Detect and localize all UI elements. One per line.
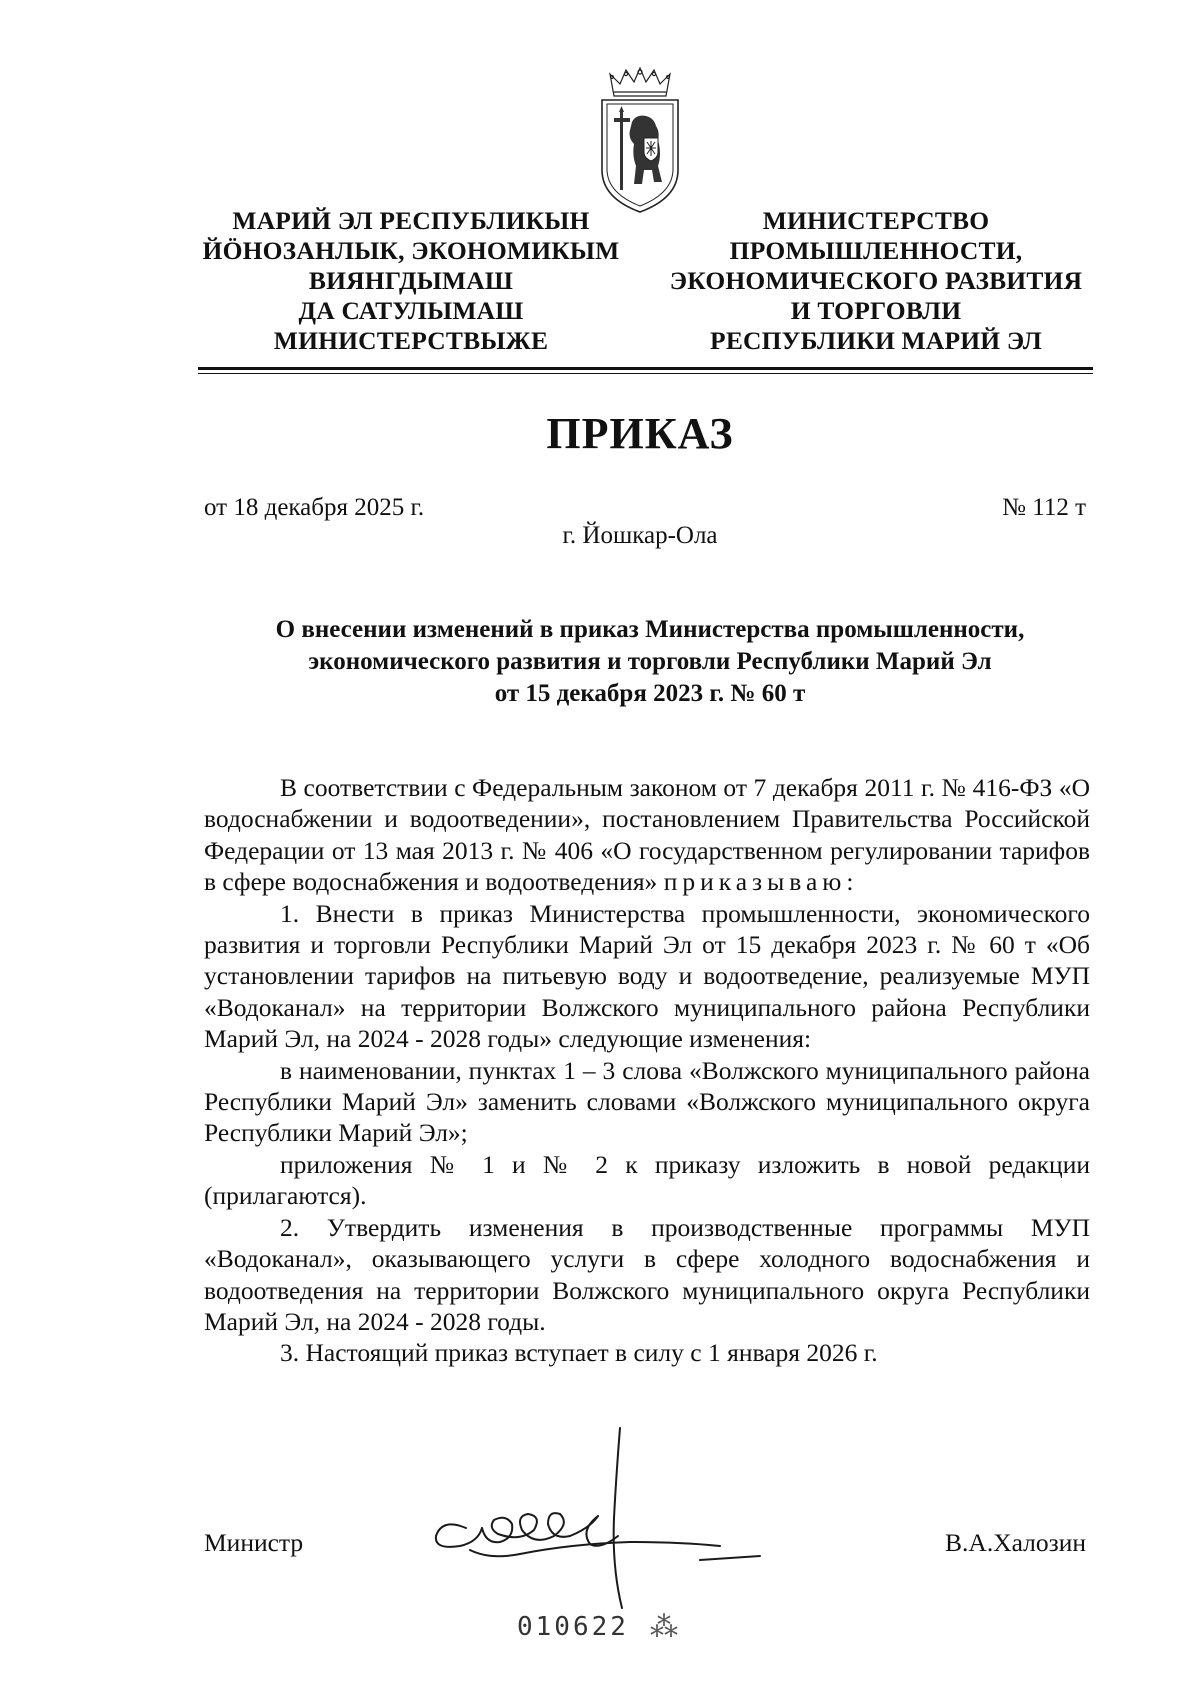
document-title-line: О внесении изменений в приказ Министерства промышленности,	[275, 616, 1025, 643]
header-divider-thin	[198, 373, 1093, 374]
handwritten-signature	[430, 1418, 790, 1628]
preamble-paragraph	[204, 772, 1090, 898]
signer-name: В.А.Халозин	[945, 1528, 1086, 1557]
order-word: приказываю:	[663, 867, 859, 897]
header-left-line: ДА САТУЛЫМАШ	[298, 296, 524, 325]
preamble-text: В соответствии с Федеральным законом от 7 декабря 2011 г. № 416-ФЗ «О водоснабжении и водоотведении», постановлением Правительства Российской Федерации от 13 мая 2013 г. № 406 «О государственном регулировании тарифов в сфере водоснабжения и водоотведения»	[204, 773, 1090, 897]
header-right-line: ПРОМЫШЛЕННОСТИ,	[729, 236, 1023, 265]
header-right-line: РЕСПУБЛИКИ МАРИЙ ЭЛ	[710, 326, 1042, 355]
document-title	[220, 614, 1080, 710]
item-3-paragraph: 3. Настоящий приказ вступает в силу с 1 января 2026 г.	[280, 1338, 878, 1368]
header-left-marij	[196, 206, 626, 356]
header-left-line: ЙÖНОЗАНЛЫК, ЭКОНОМИКЫМ	[202, 236, 620, 265]
document-title-line: экономического развития и торговли Республики Марий Эл	[308, 648, 992, 675]
document-city: г. Йошкар-Ола	[562, 522, 718, 549]
item-1b-paragraph: приложения № 1 и № 2 к приказу изложить в новой редакции (прилагаются).	[204, 1149, 1090, 1211]
header-divider-thick	[198, 367, 1093, 370]
document-date: от 18 декабря 2025 г.	[204, 494, 425, 521]
document-body	[204, 772, 1090, 1369]
header-right-line: И ТОРГОВЛИ	[790, 296, 962, 325]
header-right-line: ЭКОНОМИЧЕСКОГО РАЗВИТИЯ	[669, 266, 1083, 295]
document-number: № 112 т	[1002, 494, 1086, 521]
header-right-russian	[656, 206, 1096, 356]
coat-of-arms-emblem	[596, 66, 684, 216]
header-right-line: МИНИСТЕРСТВО	[762, 206, 990, 235]
item-2-paragraph: 2. Утвердить изменения в производственные программы МУП «Водоканал», оказывающего услуги в сфере холодного водоснабжения и водоотведения на территории Волжского муниципального округа Республики Марий Эл, на 2024 - 2028 годы.	[204, 1212, 1090, 1336]
document-title-line: от 15 декабря 2023 г. № 60 т	[494, 680, 806, 707]
header-left-line: МИНИСТЕРСТВЫЖЕ	[273, 326, 549, 355]
header-left-line: МАРИЙ ЭЛ РЕСПУБЛИКЫН	[232, 206, 590, 235]
header-left-line: ВИЯНГДЫМАШ	[308, 266, 514, 295]
item-1a-paragraph: в наименовании, пунктах 1 – 3 слова «Волжского муниципального района Республики Марий Эл» заменить словами «Волжского муниципального округа Республики Марий Эл»;	[204, 1055, 1090, 1148]
serial-mark-icon: ⁂	[650, 1612, 678, 1643]
document-type: ПРИКАЗ	[546, 409, 734, 458]
signer-role: Министр	[204, 1528, 304, 1557]
item-1-paragraph: 1. Внести в приказ Министерства промышленности, экономического развития и торговли Республики Марий Эл от 15 декабря 2023 г. № 60 т «Об установлении тарифов на питьевую воду и водоотведение, реализуемые МУП «Водоканал» на территории Волжского муниципального района Республики Марий Эл, на 2024 - 2028 годы» следующие изменения:	[204, 898, 1090, 1054]
serial-number: 010622	[517, 1612, 629, 1642]
